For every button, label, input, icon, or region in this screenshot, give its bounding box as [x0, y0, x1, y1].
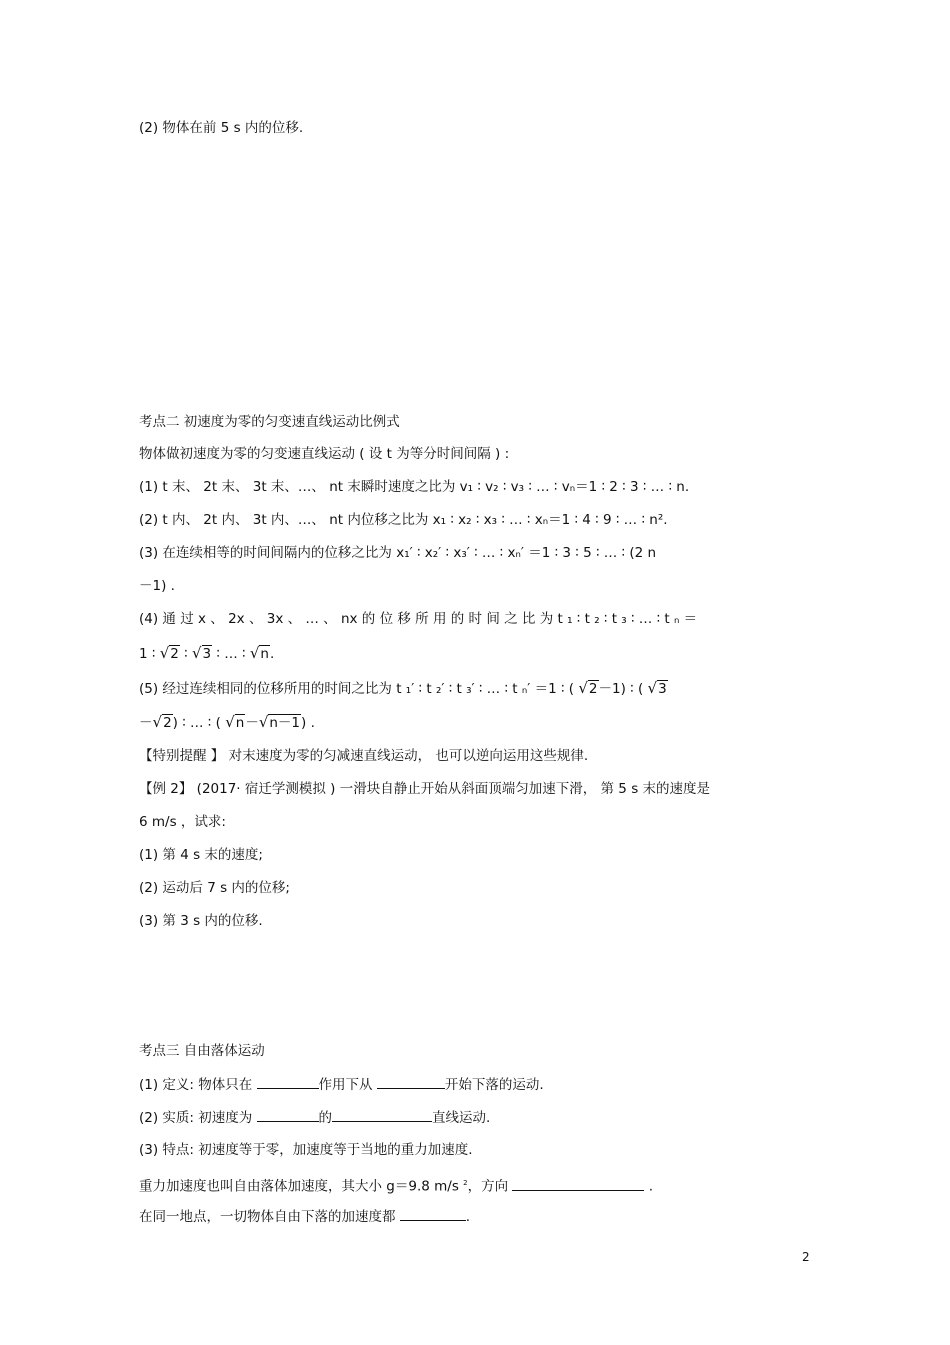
rule-5-same-displacement: (5) 经过连续相同的位移所用的时间之比为 t ₁′ ∶ t ₂′ ∶ t ₃′ ∶ … ∶ t ₙ′ ＝1 ∶ ( √2－1) ∶ ( √3 — [139, 679, 667, 697]
rule-4-time-ratio: (4) 通 过 x 、 2x 、 3x 、 … 、 nx 的 位 移 所 用 的 时 间 之 比 为 t ₁ ∶ t ₂ ∶ t ₃ ∶ … ∶ t ₙ ＝ — [139, 611, 698, 627]
rule-4-continued: 1 ∶ √2 ∶ √3 ∶ … ∶ √n. — [139, 644, 275, 662]
sqrt-2: √2 — [159, 644, 179, 662]
blank-same-acceleration[interactable] — [400, 1206, 466, 1221]
sqrt-3: √3 — [647, 679, 667, 697]
blank-force[interactable] — [257, 1074, 319, 1089]
free-fall-definition: (1) 定义: 物体只在 作用下从 开始下落的运动. — [139, 1074, 544, 1095]
example-2-statement: 【例 2】 (2017· 宿迁学测模拟 ) 一滑块自静止开始从斜面顶端匀加速下滑， 第 5 s 末的速度是 — [139, 781, 711, 797]
example-2-statement-continued: 6 m/s ，试求: — [139, 814, 226, 830]
section-title-kaodian3: 考点三 自由落体运动 — [139, 1043, 265, 1059]
blank-direction[interactable] — [512, 1176, 644, 1191]
gravity-acceleration: 重力加速度也叫自由落体加速度，其大小 g＝9.8 m/s $^2$，方向 . — [139, 1173, 653, 1197]
sqrt-n: √n — [249, 644, 269, 662]
rule-2-displacement-ratio: (2) t 内、 2t 内、 3t 内、…、 nt 内位移之比为 x₁ ∶ x₂ ∶ x₃ ∶ … ∶ xₙ＝1 ∶ 4 ∶ 9 ∶ … ∶ n². — [139, 512, 668, 528]
question-2-displacement: (2) 物体在前 5 s 内的位移. — [139, 120, 304, 136]
example-2-question-2: (2) 运动后 7 s 内的位移; — [139, 880, 290, 896]
sqrt-2: √2 — [578, 679, 598, 697]
sqrt-n-minus-1: √n－1 — [258, 713, 301, 731]
sqrt-n: √n — [225, 713, 245, 731]
page-number: 2 — [802, 1250, 810, 1264]
rule-3-continued: －1) . — [139, 578, 175, 594]
example-2-question-3: (3) 第 3 s 内的位移. — [139, 913, 263, 929]
section-title-kaodian2: 考点二 初速度为零的匀变速直线运动比例式 — [139, 414, 400, 430]
example-2-question-1: (1) 第 4 s 末的速度; — [139, 847, 263, 863]
special-reminder: 【特别提醒 】 对末速度为零的匀减速直线运动， 也可以逆向运用这些规律. — [139, 748, 589, 764]
rule-5-continued: －√2) ∶ … ∶ ( √n－√n－1) . — [139, 713, 315, 731]
free-fall-essence: (2) 实质: 初速度为 的 直线运动. — [139, 1107, 490, 1128]
blank-motion-type[interactable] — [332, 1107, 432, 1122]
blank-state[interactable] — [377, 1074, 445, 1089]
sqrt-3: √3 — [191, 644, 212, 662]
free-fall-features: (3) 特点: 初速度等于零，加速度等于当地的重力加速度. — [139, 1142, 473, 1158]
rule-1-velocity-ratio: (1) t 末、 2t 末、 3t 末、…、 nt 末瞬时速度之比为 v₁ ∶ v₂ ∶ v₃ ∶ … ∶ vₙ＝1 ∶ 2 ∶ 3 ∶ … ∶ n. — [139, 479, 690, 495]
same-location-acceleration: 在同一地点，一切物体自由下落的加速度都 . — [139, 1206, 470, 1227]
section-intro: 物体做初速度为零的匀变速直线运动 ( 设 t 为等分时间间隔 ) : — [139, 446, 510, 462]
blank-initial-velocity[interactable] — [257, 1107, 319, 1122]
rule-3-interval-ratio: (3) 在连续相等的时间间隔内的位移之比为 x₁′ ∶ x₂′ ∶ x₃′ ∶ … ∶ xₙ′ ＝1 ∶ 3 ∶ 5 ∶ … ∶ (2 n — [139, 545, 657, 561]
sqrt-2: √2 — [152, 713, 172, 731]
